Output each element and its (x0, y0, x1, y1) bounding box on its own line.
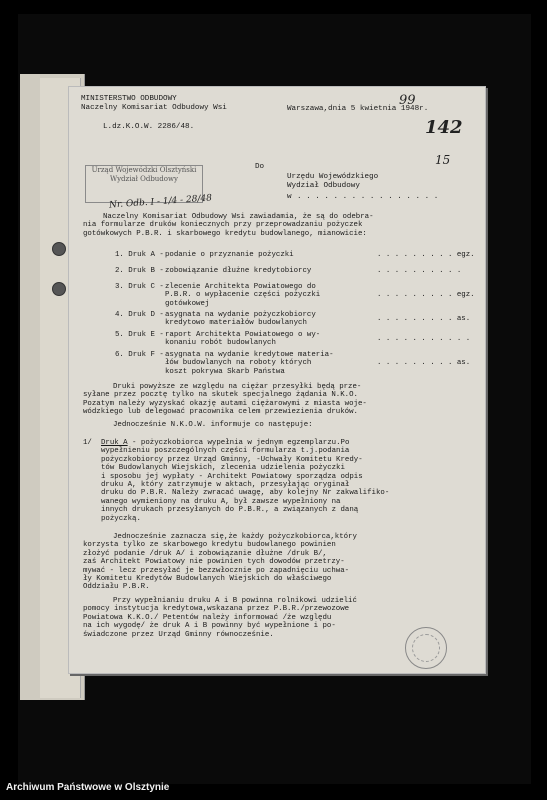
reference-number: L.dz.K.O.W. 2286/48. (103, 123, 195, 131)
simultaneous-paragraph: Jednocześnie zaznacza się,że każdy pożyczkobiorca,który korzysta tylko ze skarbowego kredytu budowlanego powinien złożyć podanie /druk A/ i zobowiązanie dłużne /druk B/, zaś Architekt Powiatowy nie powinien tych dowodów przetrzy- mywać - lecz przesyłać je bezzwłocznie po zapadnięciu uchwa- ły Komitetu Kredytów Budowlanych Wiejskich do właściwego Oddziału P.B.R. (83, 533, 357, 592)
addressee-location: w (287, 193, 292, 201)
information-paragraph: Jednocześnie N.K.O.W. informuje co następuje: (113, 421, 313, 429)
form-quantity-blank: . . . . . . . . . egz. (377, 251, 475, 259)
point-number: 1/ (83, 439, 92, 447)
office-stamp: Urząd Wojewódzki Olsztyński Wydział Odbudowy (85, 165, 203, 203)
document-page: MINISTERSTWO ODBUDOWY Naczelny Komisariat Odbudowy Wsi L.dz.K.O.W. 2286/48. Warszawa,dnia 5 kwietnia 1948r. 99 142 15 Urząd Wojewódzki Olsztyński Wydział Odbudowy Nr. Odb. I - 1/4 - 28/48 Do Urzędu Wojewódzkiego Wydział Odbudowy w . . . . . . . . . . . . . . . . Naczelny Komisariat Odbudowy Wsi zawiadamia, że są do odebra- nia formularze druków koniecznych przy przeprowadzaniu pożyczek gotówkowych P.B.R. i skarbowego kredytu budowlanego, mianowicie: 1. Druk A - podanie o przyznanie pożyczki . . . . . . . . . egz. 2. Druk B - zobowiązanie dłużne kredytobiorcy . . . . . . . . . . 3. Druk C - zlecenie Architekta Powiatowego do P.B.R. o wypłacenie części pożyczki gotówkowej . . . . . . . . . egz. 4. Druk D - asygnata na wydanie pożyczkobiorcy kredytowo materiałów budowlanych . . . . . . . . . as. 5. Druk E - raport Architekta Powiatowego o wy- konaniu robót budowlanych . . . . . . . . . . . 6. Druk F - asygnata na wydanie kredytowe materia- łów budowlanych na roboty których koszt pokrywa Skarb Państwa . . . . . . . . . as. Druki powyższe ze względu na ciężar przesyłki będą prze- syłane przez pocztę tylko na skutek specjalnego żądania N.K.O. Pozatym należy wyzyskać okazję autami ciężarowymi z miasta woje- wódzkiego lub delegować pracownika celem przewiezienia druków. Jednocześnie N.K.O.W. informuje co następuje: 1/ Druk A - pożyczkobiorca wypełnia w jednym egzemplarzu.Po wypełnieniu poszczególnych części formularza t.j.podania pożyczkobiorcy przez Urząd Gminny, -Uchwały Komitetu Kredy- tów Budowlanych Wiejskich, zlecenia udzielenia pożyczki i sposobu jej wypłaty - Architekt Powiatowy sporządza odpis druku A, który zatrzymuje w aktach, przesyłając oryginał druku do P.B.R. Należy zwracać uwagę, aby kolejny Nr zakwalifiko- wanego wymieniony na druku A, był zawsze wypełniony na innych drukach przesyłanych do P.B.R., a związanych z daną pożyczką. Jednocześnie zaznacza się,że każdy pożyczkobiorca,który korzysta tylko ze skarbowego kredytu budowlanego powinien złożyć podanie /druk A/ i zobowiązanie dłużne /druk B/, zaś Architekt Powiatowy nie powinien tych dowodów przetrzy- mywać - lecz przesyłać je bezzwłocznie po zapadnięciu uchwa- ły Komitetu Kredytów Budowlanych Wiejskich do właściwego Oddziału P.B.R. Przy wypełnianiu druku A i B powinna rolnikowi udzielić pomocy instytucja kredytowa,wskazana przez P.B.R./przewozowe Powiatowa K.K.O./ Petentów należy informować /że względu na ich wygodę/ że druk A i B powinny być wypełnione i po- świadczone przez Urząd Gminny równocześnie. (68, 86, 486, 674)
round-seal-stamp (405, 627, 447, 669)
form-quantity-blank: . . . . . . . . . . . (377, 335, 471, 343)
addressee-department: Wydział Odbudowy (287, 182, 360, 190)
handwritten-number: 15 (435, 153, 451, 167)
filling-paragraph: Przy wypełnianiu druku A i B powinna rolnikowi udzielić pomocy instytucja kredytowa,wskazana przez P.B.R./przewozowe Powiatowa K.K.O./ Petentów należy informować /że względu na ich wygodę/ że druk A i B powinny być wypełnione i po- świadczone przez Urząd Gminny równocześnie. (83, 597, 357, 639)
addressee-office: Urzędu Wojewódzkiego (287, 173, 379, 181)
form-quantity-blank: . . . . . . . . . as. (377, 315, 471, 323)
handwritten-registry-note: Nr. Odb. I - 1/4 - 28/48 (108, 193, 213, 211)
intro-paragraph: Naczelny Komisariat Odbudowy Wsi zawiadamia, że są do odebra- nia formularze druków koniecznych przy przeprowadzaniu pożyczek gotówkowych P.B.R. i skarbowego kredytu budowlanego, mianowicie: (83, 213, 374, 238)
punch-hole-icon (52, 282, 66, 296)
form-quantity-blank: . . . . . . . . . egz. (377, 291, 475, 299)
archive-caption: Archiwum Państwowe w Olsztynie (6, 782, 170, 793)
ministry-name: MINISTERSTWO ODBUDOWY (81, 95, 177, 103)
form-quantity-blank: . . . . . . . . . . (377, 267, 462, 275)
punch-hole-icon (52, 242, 66, 256)
form-quantity-blank: . . . . . . . . . as. (377, 359, 471, 367)
addressee-to: Do (255, 163, 265, 171)
commissariat-name: Naczelny Komisariat Odbudowy Wsi (81, 104, 227, 112)
handwritten-number: 99 (399, 93, 416, 108)
addressee-location-line: . . . . . . . . . . . . . . . . (297, 193, 439, 201)
point-druk-a: Druk A - pożyczkobiorca wypełnia w jednym egzemplarzu.Po wypełnieniu poszczególnych części formularza t.j.podania pożyczkobiorcy przez Urząd Gminny, -Uchwały Komitetu Kredy- tów Budowlanych Wiejskich, zlecenia udzielenia pożyczki i sposobu jej wypłaty - Architekt Powiatowy sporządza odpis druku A, który zatrzymuje w aktach, przesyłając oryginał druku do P.B.R. Należy zwracać uwagę, aby kolejny Nr zakwalifiko- wanego wymieniony na druku A, był zawsze wypełniony na innych drukach przesyłanych do P.B.R., a związanych z daną pożyczką. (101, 439, 390, 523)
handwritten-number: 142 (425, 117, 463, 138)
place-date: Warszawa,dnia 5 kwietnia 1948r. (287, 105, 429, 113)
delivery-paragraph: Druki powyższe ze względu na ciężar przesyłki będą prze- syłane przez pocztę tylko na skutek specjalnego żądania N.K.O. Pozatym należy wyzyskać okazję autami ciężarowymi z miasta woje- wódzkiego lub delegować pracownika celem przewiezienia druków. (83, 383, 367, 417)
